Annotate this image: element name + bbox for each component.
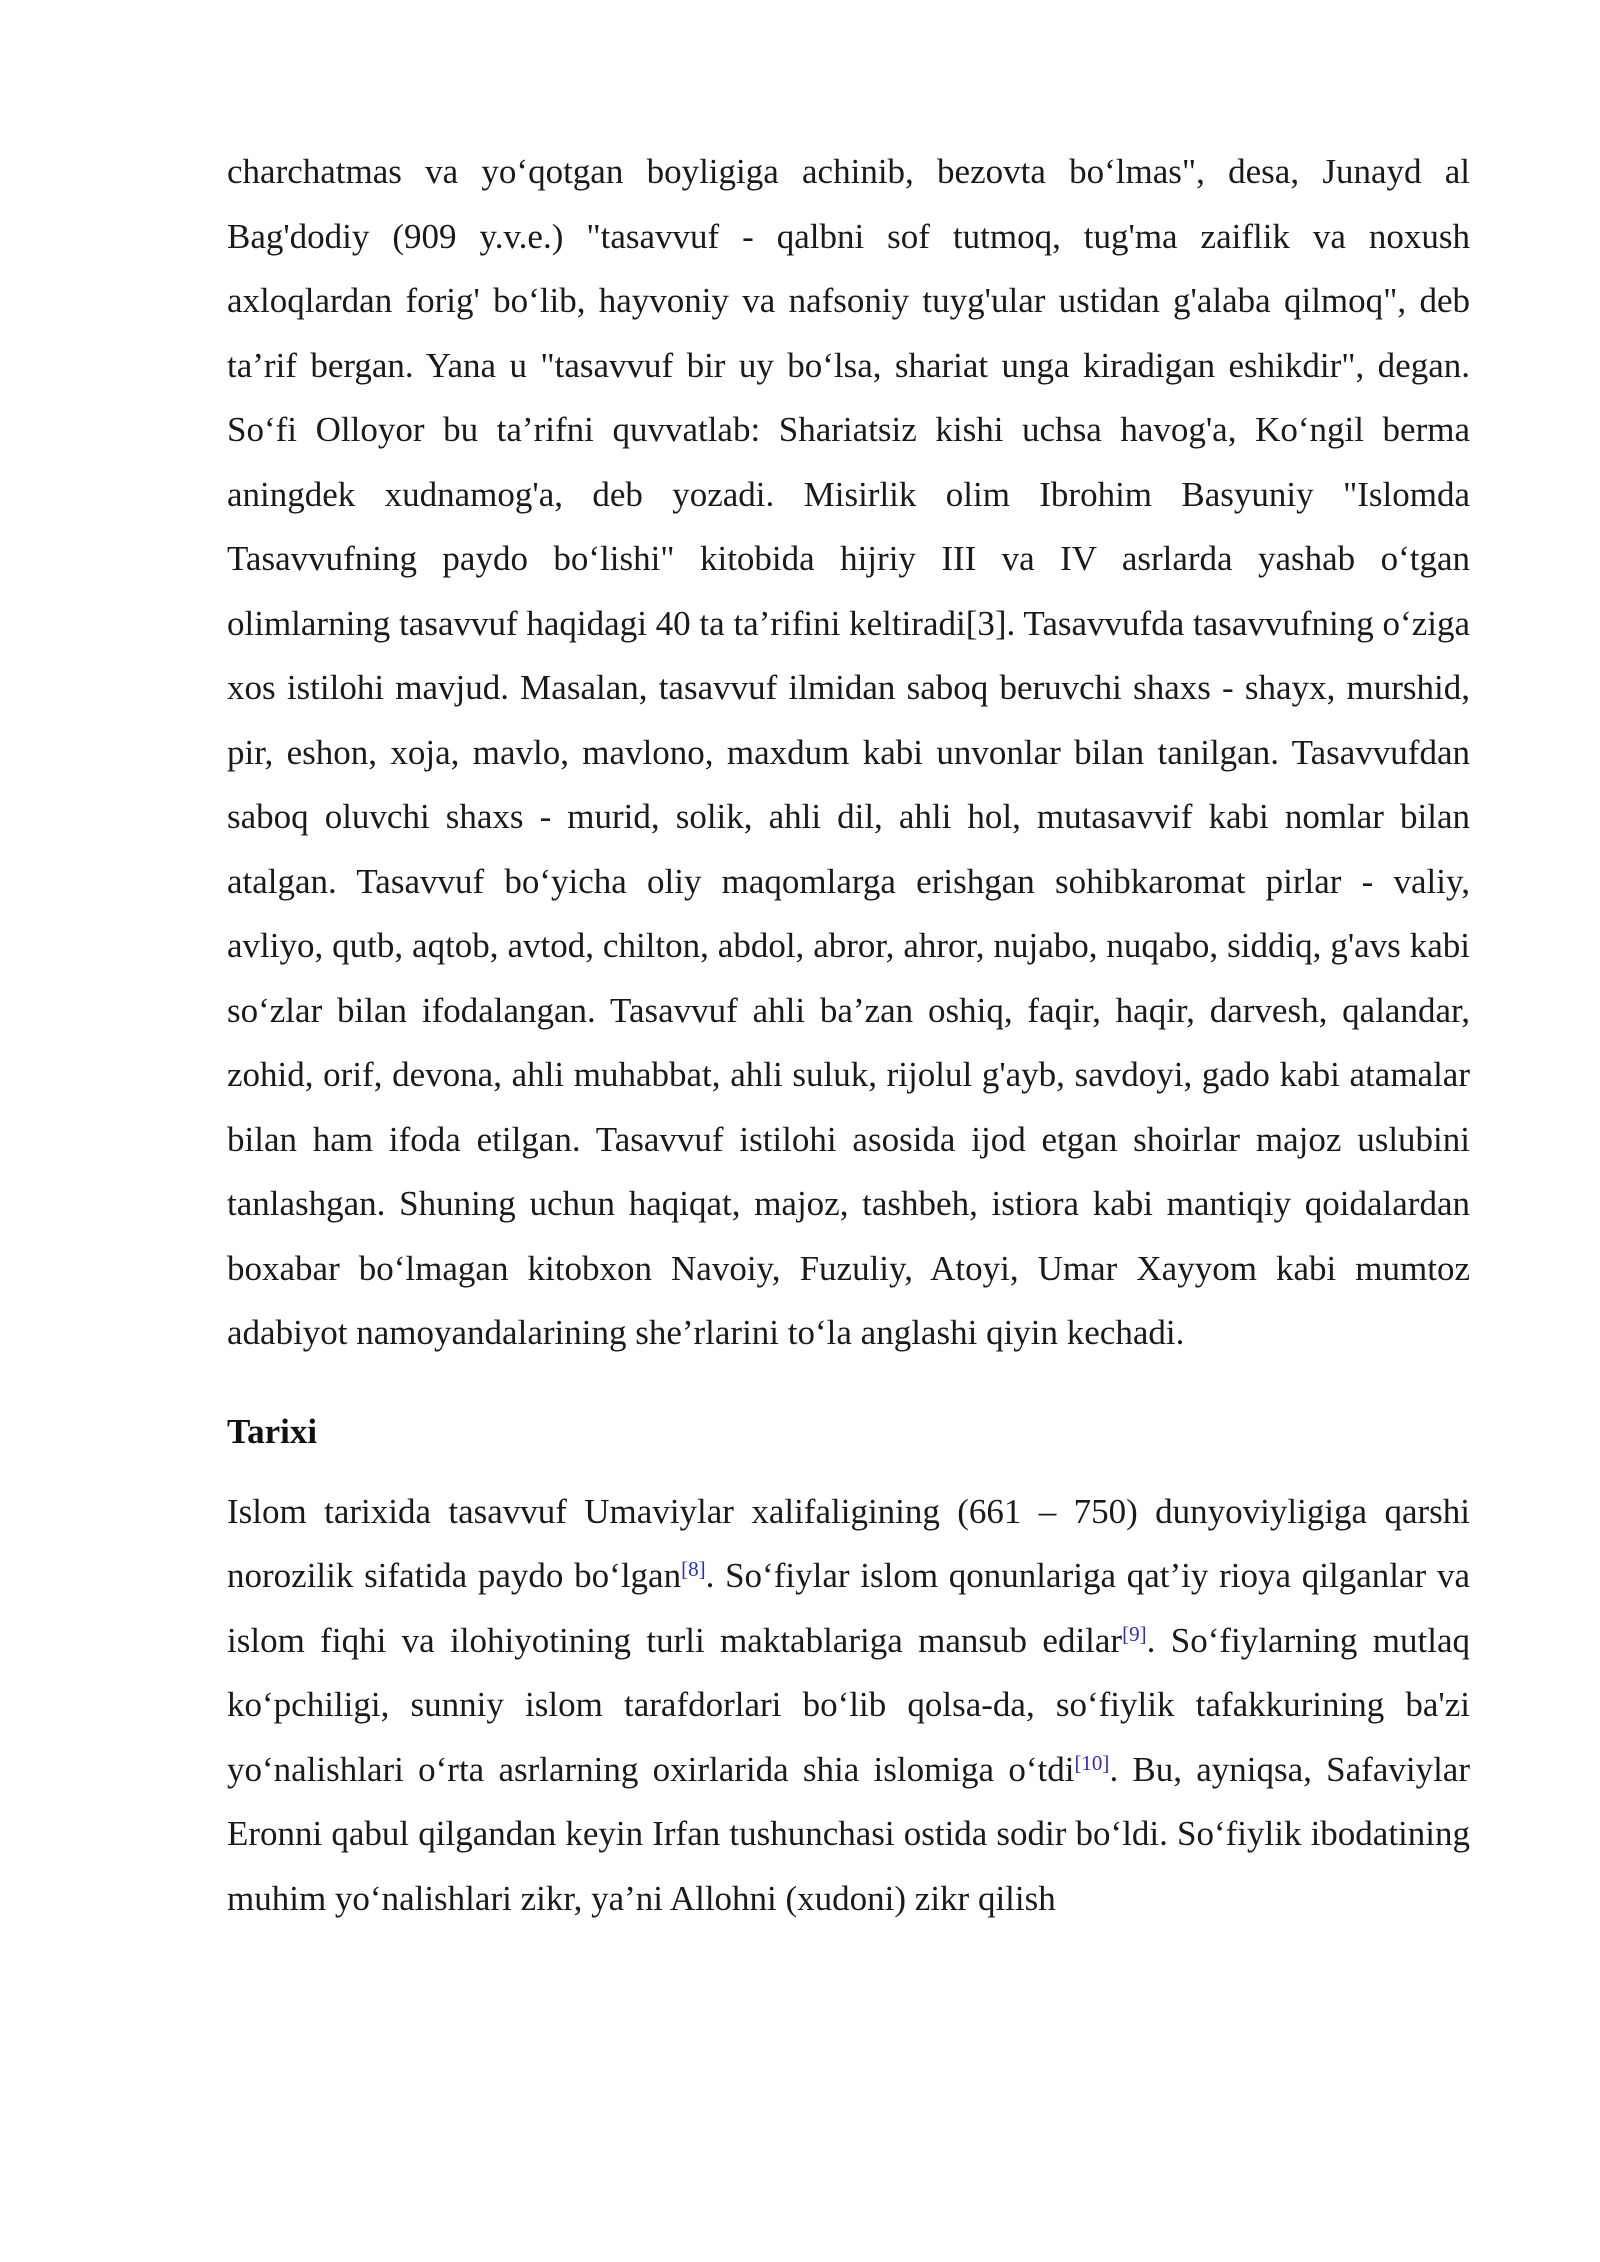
body-paragraph-definitions: charchatmas va yo‘qotgan boyligiga achinib, bezovta bo‘lmas", desa, Junayd al Bag'dodiy (909 y.v.e.) "tasavvuf - qalbni sof tutmoq, tug'ma zaiflik va noxush axloqlardan forig' bo‘lib, hayvoniy va nafsoniy tuyg'ular ustidan g'alaba qilmoq", deb ta’rif bergan. Yana u "tasavvuf bir uy bo‘lsa, shariat unga kiradigan eshikdir", degan. So‘fi Olloyor bu ta’rifni quvvatlab: Shariatsiz kishi uchsa havog'a, Ko‘ngil berma aningdek xudnamog'a, deb yozadi. Misirlik olim Ibrohim Basyuniy "Islomda Tasavvufning paydo bo‘lishi" kitobida hijriy III va IV asrlarda yashab o‘tgan olimlarning tasavvuf haqidagi 40 ta ta’rifini keltiradi[3]. Tasavvufda tasavvufning o‘ziga xos istilohi mavjud. Masalan, tasavvuf ilmidan saboq beruvchi shaxs - shayx, murshid, pir, eshon, xoja, mavlo, mavlono, maxdum kabi unvonlar bilan tanilgan. Tasavvufdan saboq oluvchi shaxs - murid, solik, ahli dil, ahli hol, mutasavvif kabi nomlar bilan atalgan. Tasavvuf bo‘yicha oliy maqomlarga erishgan sohibkaromat pirlar - valiy, avliyo, qutb, aqtob, avtod, chilton, abdol, abror, ahror, nujabo, nuqabo, siddiq, g'avs kabi so‘zlar bilan ifodalangan. Tasavvuf ahli ba’zan oshiq, faqir, haqir, darvesh, qalandar, zohid, orif, devona, ahli muhabbat, ahli suluk, rijolul g'ayb, savdoyi, gado kabi atamalar bilan ham ifoda etilgan. Tasavvuf istilohi asosida ijod etgan shoirlar majoz uslubini tanlashgan. Shuning uchun haqiqat, majoz, tashbeh, istiora kabi mantiqiy qoidalardan boxabar bo‘lmagan kitobxon Navoiy, Fuzuliy, Atoyi, Umar Xayyom kabi mumtoz adabiyot namoyandalarining she’rlarini to‘la anglashi qiyin kechadi. bbox=[227, 152, 1470, 1352]
footnote-link-10[interactable]: [10] bbox=[1074, 1750, 1110, 1775]
footnote-link-8[interactable]: [8] bbox=[681, 1557, 706, 1582]
history-text-segment: . Bu, ayniqsa, Safaviylar Eronni qabul qilgandan keyin Irfan tushunchasi ostida sodir bo‘ldi. So‘fiylik ibodatining muhim yo‘nalishlari zikr, ya’ni Allohni (xudoni) zikr qilish bbox=[227, 1749, 1470, 1918]
document-page bbox=[227, 140, 1470, 1931]
footnote-link-9[interactable]: [9] bbox=[1122, 1621, 1147, 1646]
history-text-segment: . So‘fiylar islom qonunlariga qat’iy rioya qilganlar va islom fiqhi va ilohiyotining turli maktablariga mansub edilar bbox=[227, 1556, 1470, 1660]
history-text-segment: . So‘fiylarning mutlaq ko‘pchiligi, sunniy islom tarafdorlari bo‘lib qolsa-da, so‘fiylik tafakkurining ba'zi yo‘nalishlari o‘rta asrlarning oxirlarida shia islomiga o‘tdi bbox=[227, 1620, 1470, 1789]
body-paragraph-history bbox=[227, 1480, 1470, 1932]
history-text-segment: Islom tarixida tasavvuf Umaviylar xalifaligining (661 – 750) dunyoviyligiga qarshi norozilik sifatida paydo bo‘lgan bbox=[227, 1491, 1470, 1595]
section-heading-tarixi: Tarixi bbox=[227, 1411, 318, 1451]
